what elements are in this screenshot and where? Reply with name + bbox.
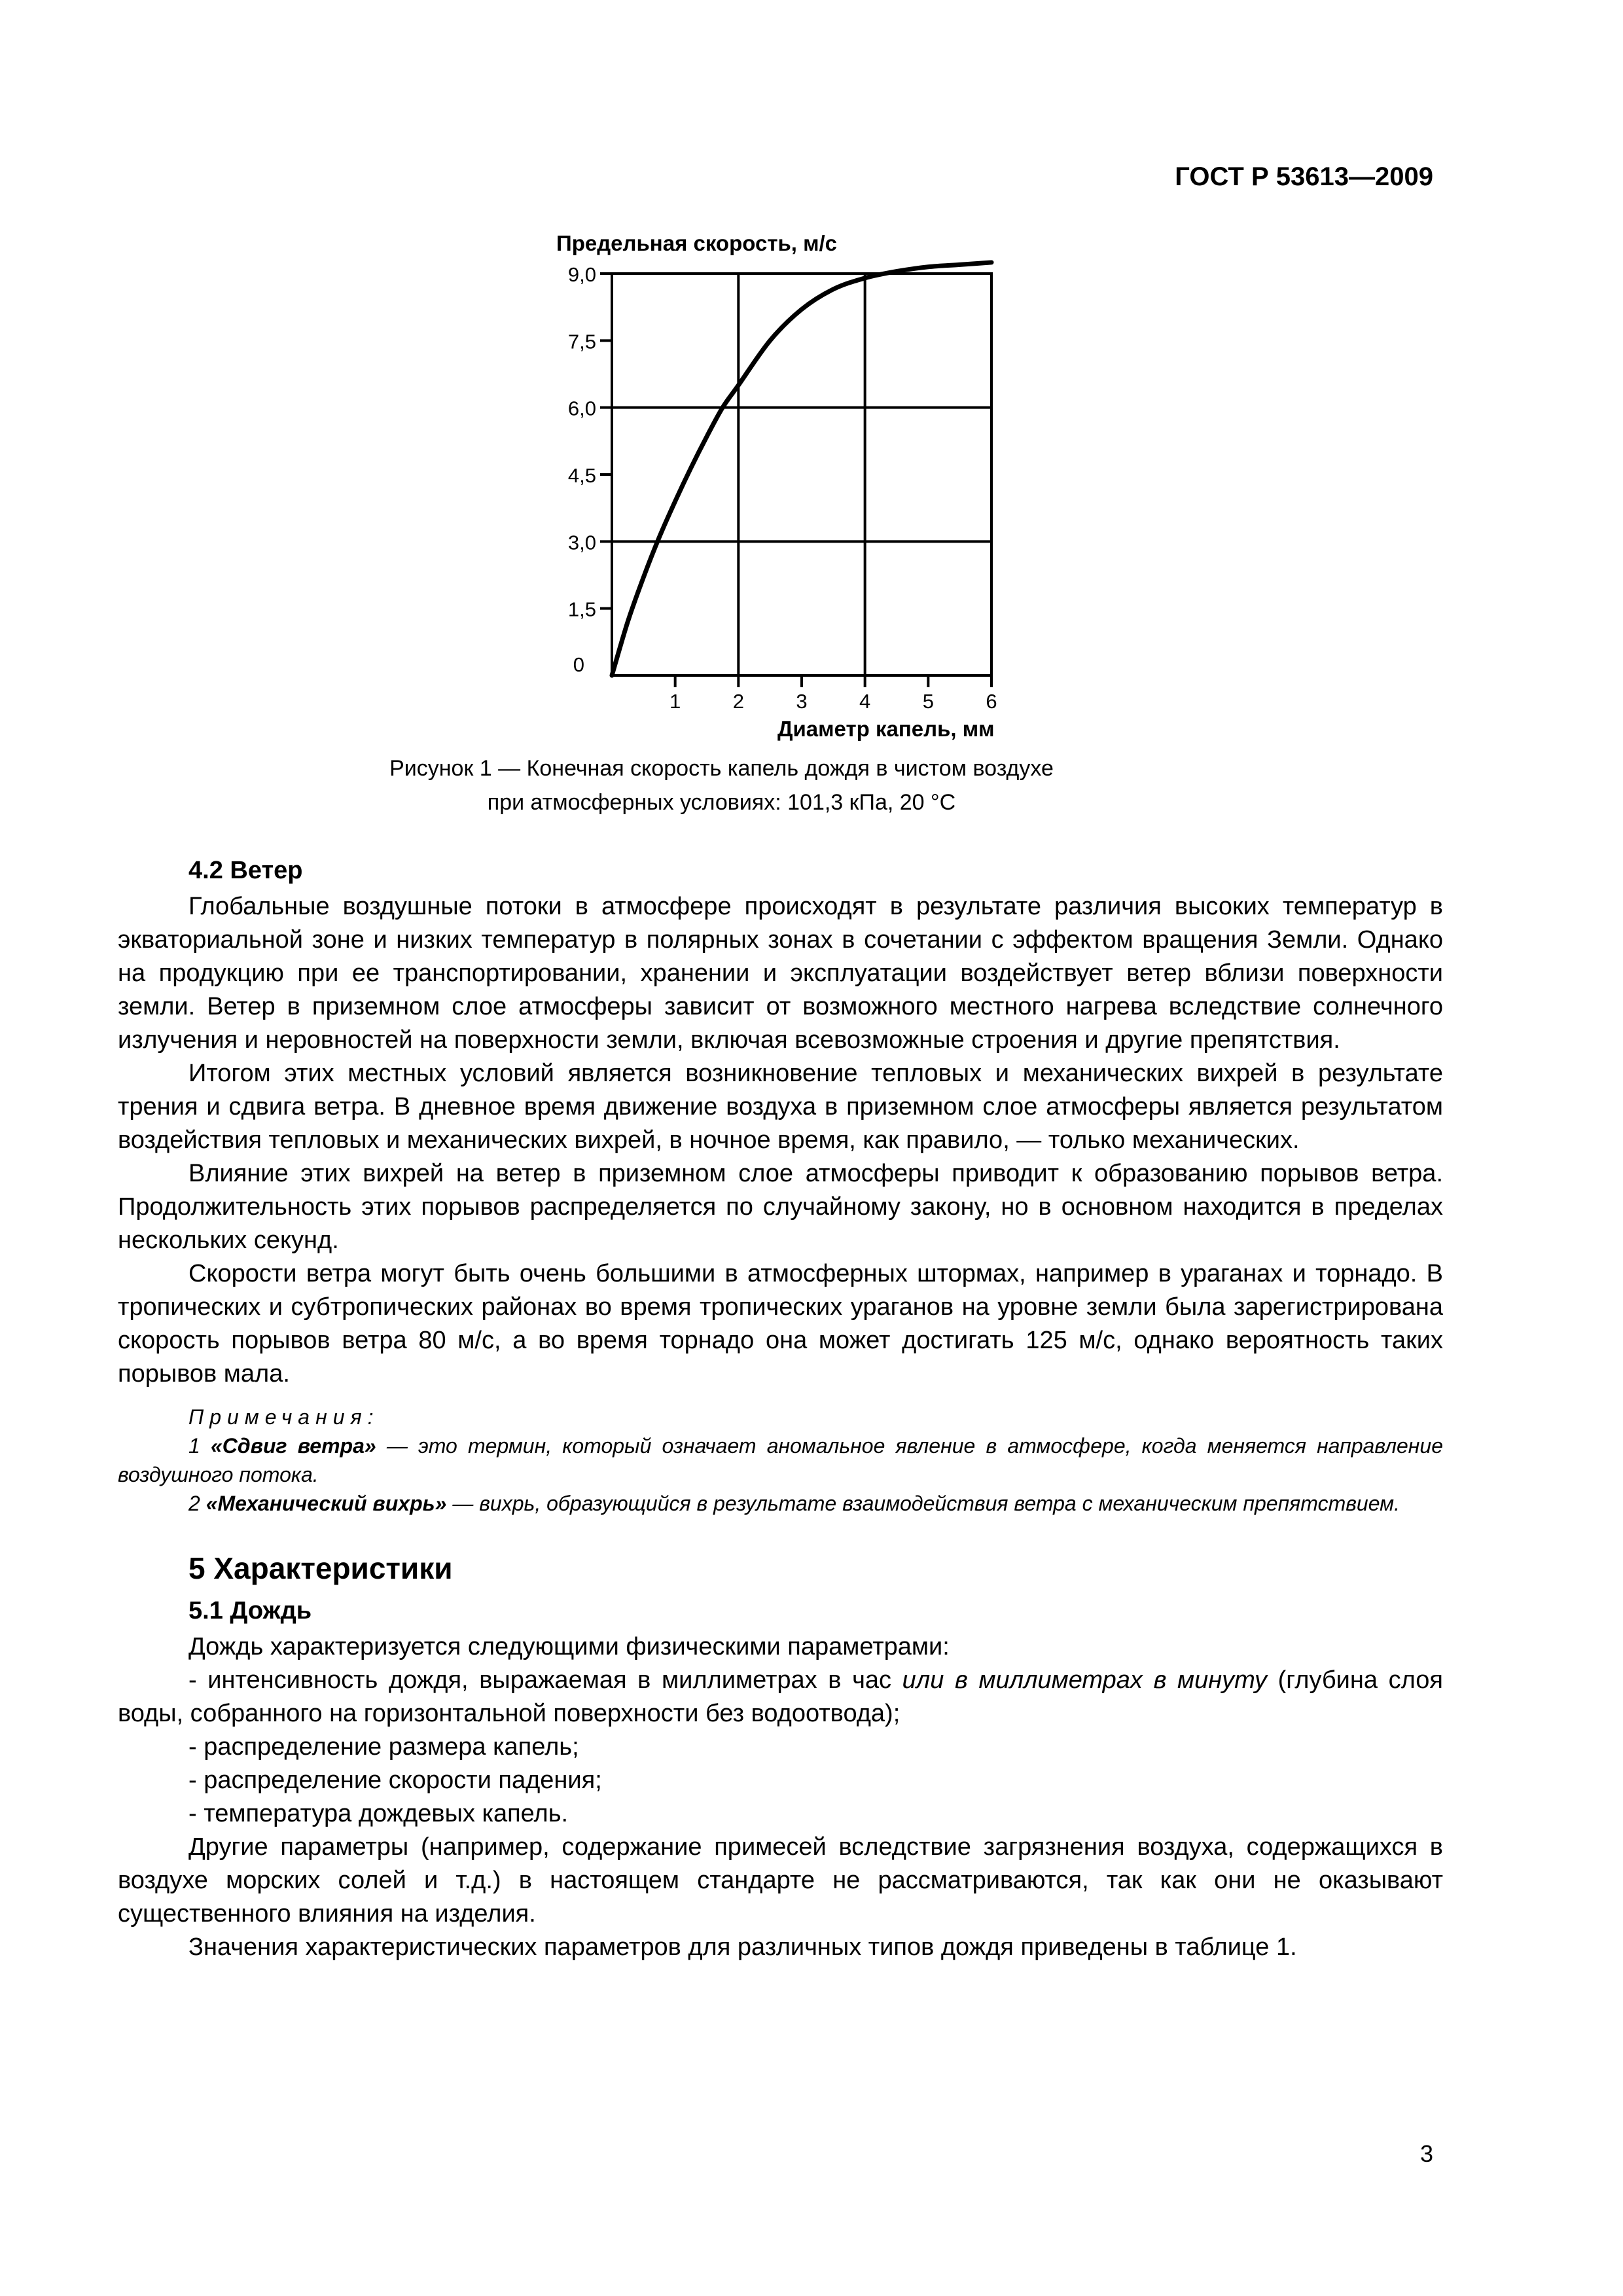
document-id: ГОСТ Р 53613—2009	[1175, 162, 1433, 191]
section-5-1-heading: 5.1 Дождь	[188, 1597, 312, 1624]
chart-ticks	[568, 263, 997, 713]
chart-axes	[612, 274, 991, 675]
y-tick-label-1: 1,5	[567, 598, 596, 621]
section-5-1-paragraph-3: Значения характеристических параметров для различных типов дождя приведены в таблице 1.	[188, 1933, 1297, 1961]
bullet-size-distribution: - распределение размера капель;	[188, 1733, 579, 1761]
section-4-2-paragraph-4: Скорости ветра могут быть очень большими в атмосферных штормах, например в ураганах и торнадо. В тропических и субтропических районах во время тропических ураганов на уровне земли была зарегистрирована скорость порывов ветра 80 м/с, а во время торнадо она может достигать 125 м/с, однако вероятность таких порывов мала.	[118, 1260, 1443, 1388]
section-5-heading: 5 Характеристики	[188, 1551, 453, 1585]
x-tick-label-1: 2	[732, 690, 744, 713]
section-4-2-heading: 4.2 Ветер	[188, 857, 303, 884]
x-tick-label-0: 1	[669, 690, 681, 713]
y-tick-label-0: 0	[573, 653, 584, 676]
section-5-1-paragraph-1: Дождь характеризуется следующими физическими параметрами:	[188, 1633, 950, 1660]
x-tick-label-2: 3	[796, 690, 808, 713]
bullet-intensity: - интенсивность дождя, выражаемая в миллиметрах в час или в миллиметрах в минуту (глубина слоя воды, собранного на горизонтальной поверхности без водоотвода);	[118, 1666, 1443, 1727]
note-2: 2 «Механический вихрь» — вихрь, образующийся в результате взаимодействия ветра с механическим препятствием.	[188, 1492, 1400, 1515]
series-line-0	[612, 262, 991, 675]
main-text	[118, 854, 1443, 1964]
figure-caption	[0, 751, 1443, 819]
x-tick-label-4: 5	[922, 690, 934, 713]
note-1-term: «Сдвиг ветра»	[210, 1434, 376, 1458]
note-2-term: «Механический вихрь»	[205, 1492, 447, 1515]
y-tick-label-2: 3,0	[567, 531, 596, 554]
plot-frame	[612, 274, 991, 675]
bullet-velocity-distribution: - распределение скорости падения;	[188, 1767, 602, 1794]
section-4-2-paragraph-1: Глобальные воздушные потоки в атмосфере происходят в результате различия высоких температур в экваториальной зоне и низких температур в полярных зонах в сочетании с эффектом вращения Земли. Однако на продукцию при ее транспортировании, хранении и эксплуатации воздействует ветер вблизи поверхности земли. Ветер в приземном слое атмосферы зависит от возможного местного нагрева вследствие солнечного излучения и неровностей на поверхности земли, включая всевозможные строения и другие препятствия.	[118, 893, 1443, 1054]
notes-block	[118, 1403, 1443, 1518]
figure-caption-line-1: Рисунок 1 — Конечная скорость капель дождя в чистом воздухе	[389, 756, 1054, 781]
y-tick-label-3: 4,5	[567, 464, 596, 487]
chart-series	[612, 262, 991, 675]
terminal-velocity-chart	[0, 0, 1623, 759]
chart-grid	[612, 274, 991, 675]
y-tick-label-6: 9,0	[567, 263, 596, 286]
note-1: 1 «Сдвиг ветра» — это термин, который означает аномальное явление в атмосфере, когда меняется направление воздушного потока.	[118, 1434, 1444, 1486]
y-tick-label-5: 7,5	[567, 330, 596, 353]
section-5-1-paragraph-2: Другие параметры (например, содержание примесей вследствие загрязнения воздуха, содержащихся в воздухе морских солей и т.д.) в настоящем стандарте не рассматриваются, так как они не оказывают существенного влияния на изделия.	[118, 1833, 1443, 1928]
notes-title: Примечания:	[188, 1405, 380, 1429]
x-axis-label: Диаметр капель, мм	[777, 717, 995, 741]
figure-caption-line-2: при атмосферных условиях: 101,3 кПа, 20 °С	[487, 790, 956, 815]
section-4-2-paragraph-3: Влияние этих вихрей на ветер в приземном слое атмосферы приводит к образованию порывов ветра. Продолжительность этих порывов распределяется по случайному закону, но в основном находится в пределах нескольких секунд.	[118, 1160, 1443, 1254]
page-number: 3	[1419, 2140, 1433, 2167]
section-4-2-paragraph-2: Итогом этих местных условий является возникновение тепловых и механических вихрей в результате трения и сдвига ветра. В дневное время движение воздуха в приземном слое атмосферы является результатом воздействия тепловых и механических вихрей, в ночное время, как правило, — только механических.	[118, 1060, 1443, 1154]
x-tick-label-5: 6	[986, 690, 997, 713]
y-axis-label: Предельная скорость, м/с	[556, 231, 838, 255]
bullet-temperature: - температура дождевых капель.	[188, 1800, 569, 1827]
x-tick-label-3: 4	[859, 690, 871, 713]
y-tick-label-4: 6,0	[567, 397, 596, 420]
